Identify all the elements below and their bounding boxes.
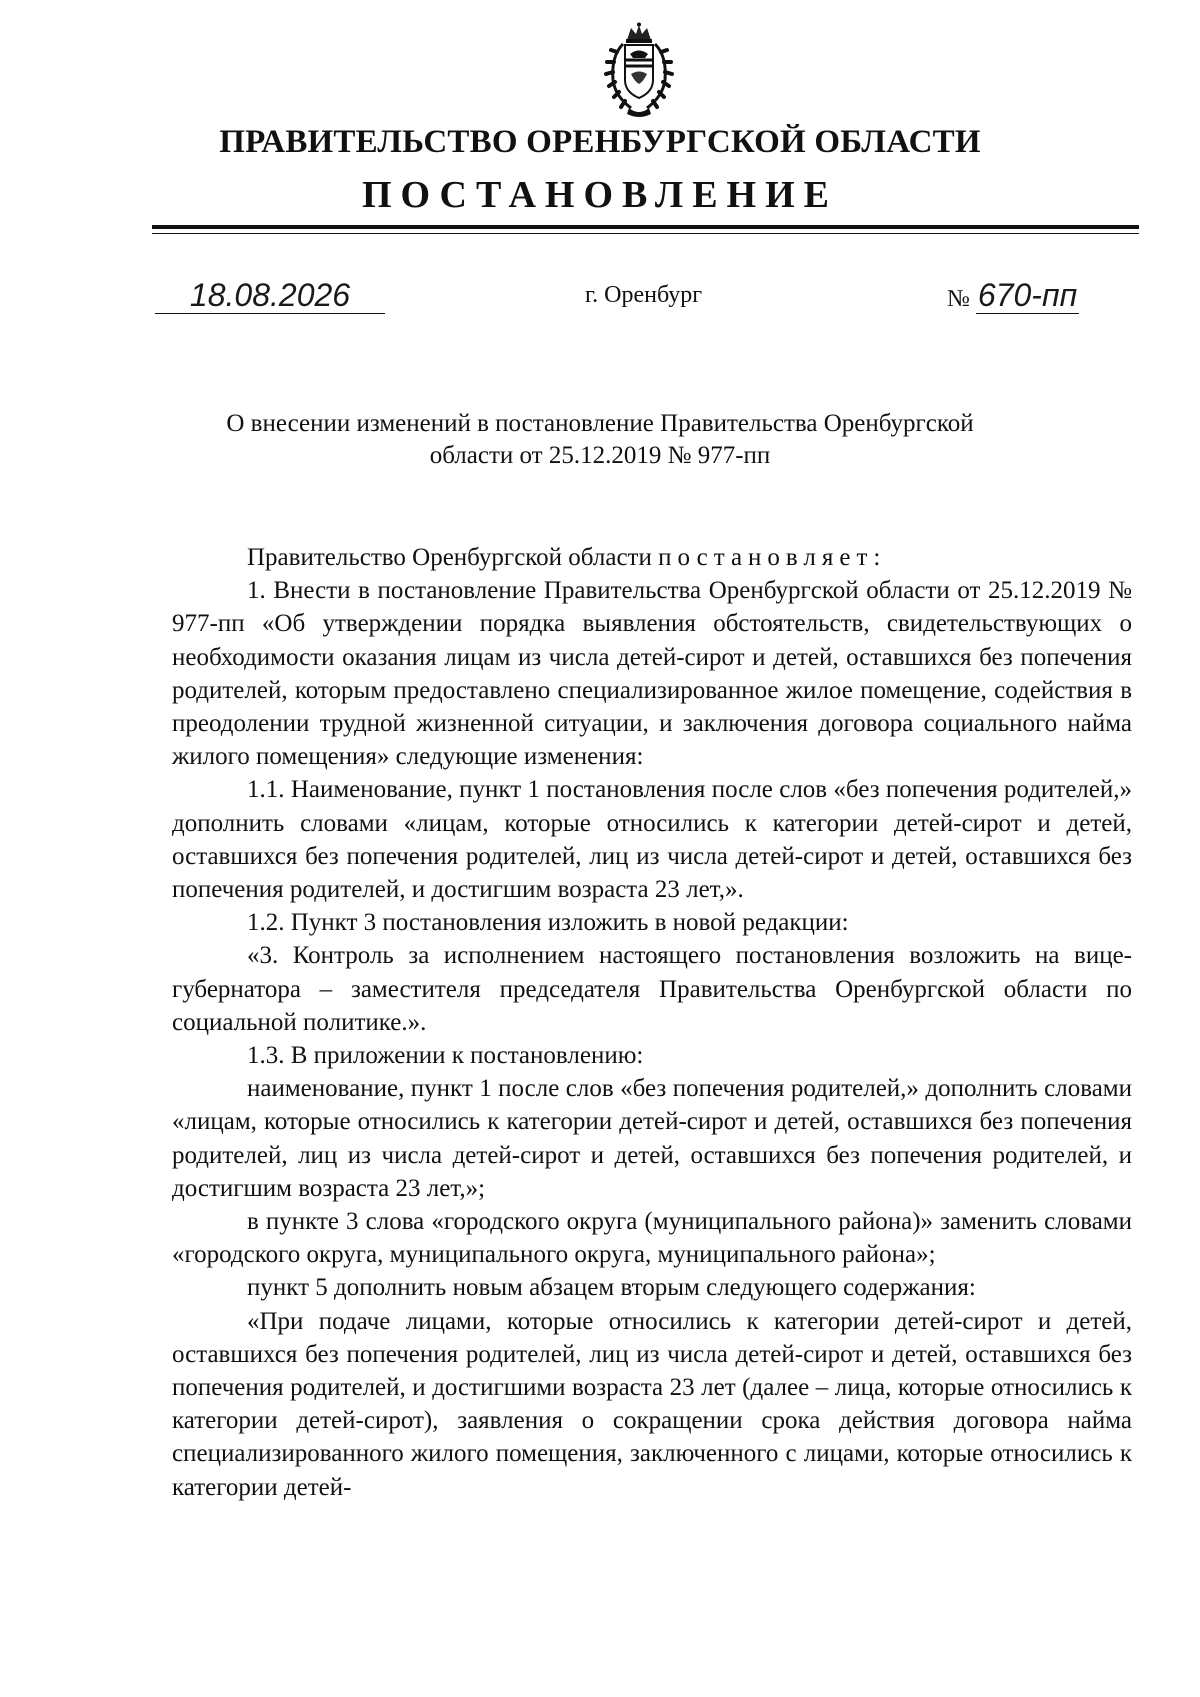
document-number	[947, 278, 1079, 316]
document-city: г. Оренбург	[585, 282, 703, 308]
header-divider-thick	[152, 225, 1139, 229]
body-paragraph: 1.3. В приложении к постановлению:	[247, 1042, 644, 1070]
body-paragraph: в пункте 3 слова «городского округа (муниципального района)» заменить словами «городского округа, муниципального округа, муниципального района»;	[172, 1208, 1132, 1269]
document-type-title: ПОСТАНОВЛЕНИЕ	[361, 174, 839, 216]
body-paragraph: «3. Контроль за исполнением настоящего постановления возложить на вице-губернатора – заместителя председателя Правительства Оренбургской области по социальной политике.».	[172, 942, 1132, 1036]
document-body	[172, 541, 1132, 1504]
document-date: 18.08.2026	[155, 278, 385, 314]
number-value: 670-пп	[977, 277, 1078, 313]
body-paragraph: наименование, пункт 1 после слов «без попечения родителей,» дополнить словами «лицам, которые относились к категории детей-сирот и детей, оставшихся без попечения родителей, лиц из числа детей-сирот и детей, оставшихся без попечения родителей, и достигшим возраста 23 лет,»;	[172, 1075, 1132, 1202]
document-subject	[0, 408, 1200, 472]
body-paragraph: «При подаче лицами, которые относились к категории детей-сирот и детей, оставшихся без попечения родителей, лиц из числа детей-сирот и детей, оставшихся без попечения родителей, и достигшими возраста 23 лет (далее – лица, которые относились к категории детей-сирот), заявления о сокращении срока действия договора найма специализированного жилого помещения, заключенного с лицами, которые относились к категории детей-	[172, 1307, 1132, 1501]
body-paragraph: 1.2. Пункт 3 постановления изложить в новой редакции:	[247, 909, 849, 937]
header-divider-thin	[152, 233, 1139, 234]
organization-title: ПРАВИТЕЛЬСТВО ОРЕНБУРГСКОЙ ОБЛАСТИ	[219, 124, 981, 160]
orenburg-coat-of-arms-icon	[603, 22, 675, 120]
body-paragraph: пункт 5 дополнить новым абзацем вторым следующего содержания:	[247, 1274, 976, 1302]
number-prefix: №	[947, 286, 970, 312]
subject-line-2: области от 25.12.2019 № 977-пп	[429, 442, 771, 469]
subject-line-1: О внесении изменений в постановление Правительства Оренбургской	[226, 410, 974, 437]
body-paragraph: 1.1. Наименование, пункт 1 постановления после слов «без попечения родителей,» дополнить словами «лицам, которые относились к категории детей-сирот и детей, оставшихся без попечения родителей, лиц из числа детей-сирот и детей, оставшихся без попечения родителей, и достигшим возраста 23 лет,».	[172, 776, 1132, 904]
body-paragraph: 1. Внести в постановление Правительства Оренбургской области от 25.12.2019 № 977-пп «Об утверждении порядка выявления обстоятельств, свидетельствующих о необходимости оказания лицам из числа детей-сирот и детей, оставшихся без попечения родителей, которым предоставлено специализированное жилое помещение, содействия в преодолении трудной жизненной ситуации, и заключения договора социального найма жилого помещения» следующие изменения:	[172, 577, 1132, 771]
intro-verb: постановляет:	[658, 544, 887, 571]
intro-lead: Правительство Оренбургской области	[247, 544, 652, 571]
intro-paragraph	[172, 541, 1132, 574]
